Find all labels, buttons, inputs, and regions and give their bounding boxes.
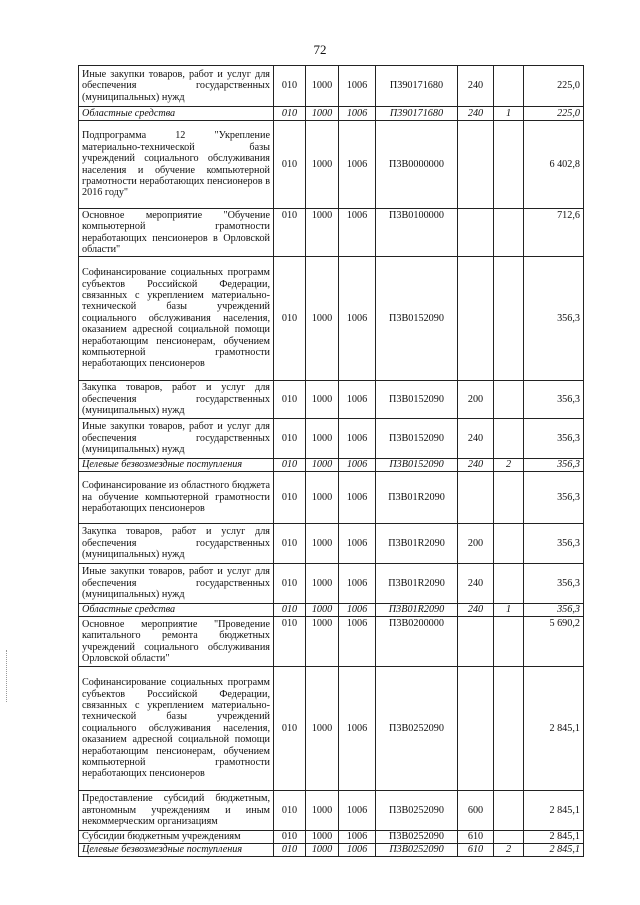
ministry-code-cell: 010 <box>274 667 306 791</box>
amount-cell: 225,0 <box>524 107 584 121</box>
ministry-code-cell: 010 <box>274 209 306 257</box>
ministry-code-cell: 010 <box>274 791 306 831</box>
section-cell: 1000 <box>306 831 339 844</box>
subsection-cell: 1006 <box>339 831 376 844</box>
expense-type-cell: 610 <box>458 831 494 844</box>
subsection-cell: 1006 <box>339 459 376 472</box>
amount-cell: 356,3 <box>524 459 584 472</box>
funding-source-cell <box>494 209 524 257</box>
section-cell: 1000 <box>306 459 339 472</box>
row-name-cell: Целевые безвозмездные поступления <box>79 844 274 857</box>
funding-source-cell <box>494 472 524 524</box>
funding-source-cell <box>494 617 524 667</box>
amount-cell: 2 845,1 <box>524 667 584 791</box>
subsection-cell: 1006 <box>339 121 376 209</box>
target-article-cell: П390171680 <box>376 107 458 121</box>
funding-source-cell: 2 <box>494 844 524 857</box>
table-row <box>79 472 584 524</box>
funding-source-cell <box>494 66 524 107</box>
table-row <box>79 617 584 667</box>
ministry-code-cell: 010 <box>274 459 306 472</box>
expense-type-cell <box>458 121 494 209</box>
section-cell: 1000 <box>306 209 339 257</box>
amount-cell: 356,3 <box>524 419 584 459</box>
funding-source-cell <box>494 257 524 381</box>
budget-table <box>78 65 584 857</box>
table-row <box>79 844 584 857</box>
target-article-cell: П3В0252090 <box>376 791 458 831</box>
section-cell: 1000 <box>306 791 339 831</box>
amount-cell: 2 845,1 <box>524 791 584 831</box>
table-row <box>79 831 584 844</box>
subsection-cell: 1006 <box>339 524 376 564</box>
amount-cell: 356,3 <box>524 604 584 617</box>
table-row <box>79 107 584 121</box>
amount-cell: 712,6 <box>524 209 584 257</box>
row-name-cell: Закупка товаров, работ и услуг для обеспечения государственных (муниципальных) нужд <box>79 381 274 419</box>
margin-mark <box>6 650 9 702</box>
subsection-cell: 1006 <box>339 209 376 257</box>
ministry-code-cell: 010 <box>274 524 306 564</box>
expense-type-cell <box>458 209 494 257</box>
row-name-cell: Закупка товаров, работ и услуг для обеспечения государственных (муниципальных) нужд <box>79 524 274 564</box>
expense-type-cell: 600 <box>458 791 494 831</box>
expense-type-cell: 240 <box>458 107 494 121</box>
funding-source-cell <box>494 121 524 209</box>
row-name-cell: Областные средства <box>79 604 274 617</box>
row-name-cell: Основное мероприятие "Обучение компьютерной грамотности неработающих пенсионеров в Орловской области" <box>79 209 274 257</box>
row-name-cell: Иные закупки товаров, работ и услуг для обеспечения государственных (муниципальных) нужд <box>79 419 274 459</box>
section-cell: 1000 <box>306 107 339 121</box>
section-cell: 1000 <box>306 419 339 459</box>
subsection-cell: 1006 <box>339 617 376 667</box>
row-name-cell: Иные закупки товаров, работ и услуг для обеспечения государственных (муниципальных) нужд <box>79 564 274 604</box>
section-cell: 1000 <box>306 524 339 564</box>
target-article-cell: П3В01R2090 <box>376 604 458 617</box>
table-row <box>79 459 584 472</box>
amount-cell: 6 402,8 <box>524 121 584 209</box>
subsection-cell: 1006 <box>339 667 376 791</box>
target-article-cell: П3В0152090 <box>376 257 458 381</box>
amount-cell: 356,3 <box>524 564 584 604</box>
funding-source-cell <box>494 524 524 564</box>
page-number: 72 <box>313 42 327 57</box>
ministry-code-cell: 010 <box>274 381 306 419</box>
amount-cell: 225,0 <box>524 66 584 107</box>
amount-cell: 356,3 <box>524 524 584 564</box>
ministry-code-cell: 010 <box>274 617 306 667</box>
ministry-code-cell: 010 <box>274 419 306 459</box>
subsection-cell: 1006 <box>339 107 376 121</box>
expense-type-cell <box>458 257 494 381</box>
table-row <box>79 604 584 617</box>
expense-type-cell: 200 <box>458 381 494 419</box>
amount-cell: 2 845,1 <box>524 831 584 844</box>
ministry-code-cell: 010 <box>274 121 306 209</box>
amount-cell: 356,3 <box>524 472 584 524</box>
row-name-cell: Софинансирование социальных программ субъектов Российской Федерации, связанных с укреплением материально-технической базы учреждений социального обслуживания населения, оказанием адресной социальной помощи неработающим пенсионерам, обучением компьютерной грамотности неработающих пенсионеров <box>79 667 274 791</box>
table-row <box>79 564 584 604</box>
section-cell: 1000 <box>306 121 339 209</box>
section-cell: 1000 <box>306 617 339 667</box>
ministry-code-cell: 010 <box>274 831 306 844</box>
expense-type-cell: 200 <box>458 524 494 564</box>
table-row <box>79 524 584 564</box>
expense-type-cell <box>458 667 494 791</box>
section-cell: 1000 <box>306 604 339 617</box>
amount-cell: 5 690,2 <box>524 617 584 667</box>
target-article-cell: П3В0100000 <box>376 209 458 257</box>
subsection-cell: 1006 <box>339 844 376 857</box>
target-article-cell: П3В0000000 <box>376 121 458 209</box>
amount-cell: 356,3 <box>524 381 584 419</box>
subsection-cell: 1006 <box>339 381 376 419</box>
target-article-cell: П3В0200000 <box>376 617 458 667</box>
section-cell: 1000 <box>306 472 339 524</box>
row-name-cell: Основное мероприятие "Проведение капитального ремонта бюджетных учреждений социального обслуживания Орловской области" <box>79 617 274 667</box>
funding-source-cell <box>494 667 524 791</box>
table-row <box>79 791 584 831</box>
target-article-cell: П390171680 <box>376 66 458 107</box>
ministry-code-cell: 010 <box>274 66 306 107</box>
ministry-code-cell: 010 <box>274 564 306 604</box>
subsection-cell: 1006 <box>339 472 376 524</box>
row-name-cell: Целевые безвозмездные поступления <box>79 459 274 472</box>
funding-source-cell: 1 <box>494 107 524 121</box>
subsection-cell: 1006 <box>339 66 376 107</box>
section-cell: 1000 <box>306 844 339 857</box>
row-name-cell: Субсидии бюджетным учреждениям <box>79 831 274 844</box>
table-row <box>79 667 584 791</box>
ministry-code-cell: 010 <box>274 107 306 121</box>
target-article-cell: П3В01R2090 <box>376 524 458 564</box>
section-cell: 1000 <box>306 564 339 604</box>
expense-type-cell: 240 <box>458 66 494 107</box>
target-article-cell: П3В0252090 <box>376 844 458 857</box>
amount-cell: 356,3 <box>524 257 584 381</box>
funding-source-cell <box>494 381 524 419</box>
row-name-cell: Иные закупки товаров, работ и услуг для обеспечения государственных (муниципальных) нужд <box>79 66 274 107</box>
row-name-cell: Областные средства <box>79 107 274 121</box>
funding-source-cell <box>494 419 524 459</box>
target-article-cell: П3В0252090 <box>376 667 458 791</box>
subsection-cell: 1006 <box>339 564 376 604</box>
expense-type-cell: 610 <box>458 844 494 857</box>
section-cell: 1000 <box>306 257 339 381</box>
table-row <box>79 66 584 107</box>
table-row <box>79 381 584 419</box>
expense-type-cell: 240 <box>458 564 494 604</box>
target-article-cell: П3В01R2090 <box>376 472 458 524</box>
expense-type-cell <box>458 472 494 524</box>
section-cell: 1000 <box>306 66 339 107</box>
funding-source-cell: 1 <box>494 604 524 617</box>
target-article-cell: П3В0252090 <box>376 831 458 844</box>
budget-table-body <box>79 66 584 857</box>
amount-cell: 2 845,1 <box>524 844 584 857</box>
ministry-code-cell: 010 <box>274 257 306 381</box>
row-name-cell: Подпрограмма 12 "Укрепление материально-технической базы учреждений социального обслуживания населения и обучение компьютерной грамотности неработающих пенсионеров в 2016 году" <box>79 121 274 209</box>
expense-type-cell: 240 <box>458 604 494 617</box>
table-row <box>79 257 584 381</box>
row-name-cell: Софинансирование из областного бюджета на обучение компьютерной грамотности неработающих пенсионеров <box>79 472 274 524</box>
table-row <box>79 209 584 257</box>
target-article-cell: П3В0152090 <box>376 381 458 419</box>
ministry-code-cell: 010 <box>274 844 306 857</box>
funding-source-cell: 2 <box>494 459 524 472</box>
row-name-cell: Софинансирование социальных программ субъектов Российской Федерации, связанных с укреплением материально-технической базы учреждений социального обслуживания населения, оказанием адресной социальной помощи неработающим пенсионерам, обучением компьютерной грамотности неработающих пенсионеров <box>79 257 274 381</box>
target-article-cell: П3В0152090 <box>376 459 458 472</box>
subsection-cell: 1006 <box>339 604 376 617</box>
subsection-cell: 1006 <box>339 257 376 381</box>
ministry-code-cell: 010 <box>274 472 306 524</box>
expense-type-cell: 240 <box>458 459 494 472</box>
expense-type-cell <box>458 617 494 667</box>
expense-type-cell: 240 <box>458 419 494 459</box>
target-article-cell: П3В0152090 <box>376 419 458 459</box>
row-name-cell: Предоставление субсидий бюджетным, автономным учреждениям и иным некоммерческим организациям <box>79 791 274 831</box>
section-cell: 1000 <box>306 667 339 791</box>
funding-source-cell <box>494 791 524 831</box>
ministry-code-cell: 010 <box>274 604 306 617</box>
subsection-cell: 1006 <box>339 791 376 831</box>
subsection-cell: 1006 <box>339 419 376 459</box>
funding-source-cell <box>494 831 524 844</box>
section-cell: 1000 <box>306 381 339 419</box>
table-row <box>79 121 584 209</box>
table-row <box>79 419 584 459</box>
funding-source-cell <box>494 564 524 604</box>
target-article-cell: П3В01R2090 <box>376 564 458 604</box>
